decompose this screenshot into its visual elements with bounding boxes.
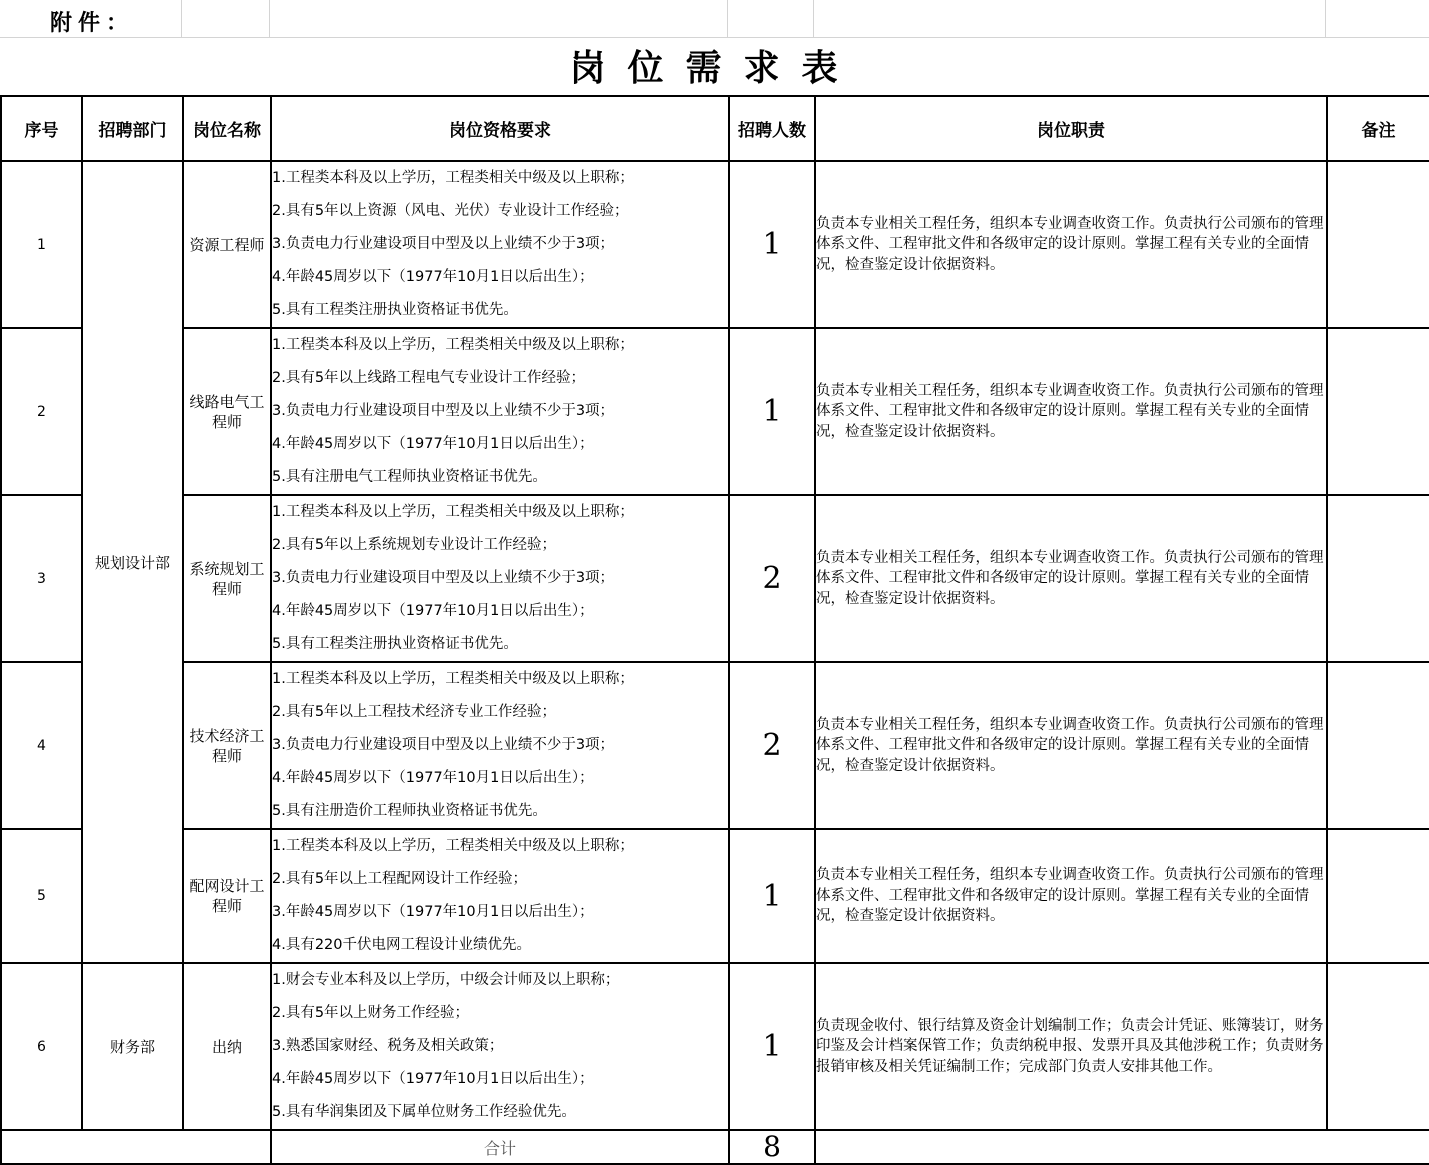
remarks-cell <box>1327 963 1429 1130</box>
requirement-line: 3.负责电力行业建设项目中型及以上业绩不少于3项； <box>272 737 615 753</box>
total-label: 合计 <box>271 1130 729 1164</box>
requirement-line: 4.年龄45周岁以下（1977年10月1日以后出生）； <box>272 269 594 285</box>
grid-line <box>813 0 814 38</box>
requirement-line: 5.具有注册电气工程师执业资格证书优先。 <box>272 469 547 485</box>
total-empty-cell <box>1 1130 271 1164</box>
position-cell: 系统规划工程师 <box>183 495 271 662</box>
requirements-cell <box>271 963 729 1130</box>
header-remarks: 备注 <box>1327 96 1429 161</box>
seq-cell: 4 <box>1 662 82 829</box>
duties-cell: 负责本专业相关工程任务，组织本专业调查收资工作。负责执行公司颁布的管理体系文件、工程审批文件和各级审定的设计原则。掌握工程有关专业的全面情况，检查鉴定设计依据资料。 <box>815 829 1327 963</box>
count-cell: 1 <box>729 829 815 963</box>
requirements-cell <box>271 495 729 662</box>
total-count: 8 <box>729 1130 815 1164</box>
duties-cell: 负责本专业相关工程任务，组织本专业调查收资工作。负责执行公司颁布的管理体系文件、工程审批文件和各级审定的设计原则。掌握工程有关专业的全面情况，检查鉴定设计依据资料。 <box>815 161 1327 328</box>
grid-line <box>727 0 728 38</box>
remarks-cell <box>1327 662 1429 829</box>
duties-cell: 负责本专业相关工程任务，组织本专业调查收资工作。负责执行公司颁布的管理体系文件、工程审批文件和各级审定的设计原则。掌握工程有关专业的全面情况，检查鉴定设计依据资料。 <box>815 662 1327 829</box>
table-row <box>1 161 1429 328</box>
grid-line <box>181 0 182 38</box>
header-duties: 岗位职责 <box>815 96 1327 161</box>
requirement-line: 4.年龄45周岁以下（1977年10月1日以后出生）； <box>272 770 594 786</box>
requirement-line: 4.年龄45周岁以下（1977年10月1日以后出生）； <box>272 1071 594 1087</box>
total-row <box>1 1130 1429 1164</box>
remarks-cell <box>1327 161 1429 328</box>
header-requirements: 岗位资格要求 <box>271 96 729 161</box>
position-cell: 技术经济工程师 <box>183 662 271 829</box>
header-seq: 序号 <box>1 96 82 161</box>
header-count: 招聘人数 <box>729 96 815 161</box>
requirement-line: 5.具有工程类注册执业资格证书优先。 <box>272 636 518 652</box>
attachment-label: 附件： <box>50 11 135 36</box>
attachment-row <box>0 0 1429 38</box>
position-cell: 出纳 <box>183 963 271 1130</box>
requirement-line: 2.具有5年以上财务工作经验； <box>272 1005 470 1021</box>
seq-cell: 5 <box>1 829 82 963</box>
duties-cell: 负责现金收付、银行结算及资金计划编制工作；负责会计凭证、账簿装订，财务印鉴及会计档案保管工作；负责纳税申报、发票开具及其他涉税工作；负责财务报销审核及相关凭证编制工作；完成部门负责人安排其他工作。 <box>815 963 1327 1130</box>
count-cell: 1 <box>729 963 815 1130</box>
position-cell: 线路电气工程师 <box>183 328 271 495</box>
header-position: 岗位名称 <box>183 96 271 161</box>
requirement-line: 1.工程类本科及以上学历，工程类相关中级及以上职称； <box>272 504 634 520</box>
seq-cell: 2 <box>1 328 82 495</box>
requirements-cell <box>271 161 729 328</box>
remarks-cell <box>1327 328 1429 495</box>
table-row <box>1 963 1429 1130</box>
requirement-line: 4.年龄45周岁以下（1977年10月1日以后出生）； <box>272 436 594 452</box>
requirements-cell <box>271 662 729 829</box>
seq-cell: 6 <box>1 963 82 1130</box>
requirement-line: 5.具有注册造价工程师执业资格证书优先。 <box>272 803 547 819</box>
requirement-line: 4.具有220千伏电网工程设计业绩优先。 <box>272 937 532 953</box>
requirements-cell <box>271 328 729 495</box>
count-cell: 2 <box>729 662 815 829</box>
requirement-line: 3.负责电力行业建设项目中型及以上业绩不少于3项； <box>272 236 615 252</box>
table-row <box>1 328 1429 495</box>
requirement-line: 1.财会专业本科及以上学历，中级会计师及以上职称； <box>272 972 620 988</box>
remarks-cell <box>1327 495 1429 662</box>
duties-cell: 负责本专业相关工程任务，组织本专业调查收资工作。负责执行公司颁布的管理体系文件、工程审批文件和各级审定的设计原则。掌握工程有关专业的全面情况，检查鉴定设计依据资料。 <box>815 495 1327 662</box>
table-row <box>1 495 1429 662</box>
remarks-cell <box>1327 829 1429 963</box>
header-row <box>1 96 1429 161</box>
requirement-line: 4.年龄45周岁以下（1977年10月1日以后出生）； <box>272 603 594 619</box>
requirement-line: 3.年龄45周岁以下（1977年10月1日以后出生）； <box>272 904 594 920</box>
grid-line <box>269 0 270 38</box>
requirement-line: 2.具有5年以上系统规划专业设计工作经验； <box>272 537 557 553</box>
header-dept: 招聘部门 <box>82 96 183 161</box>
count-cell: 1 <box>729 161 815 328</box>
requirement-line: 3.负责电力行业建设项目中型及以上业绩不少于3项； <box>272 570 615 586</box>
dept-cell-finance: 财务部 <box>82 963 183 1130</box>
requirements-cell <box>271 829 729 963</box>
requirement-line: 3.熟悉国家财经、税务及相关政策； <box>272 1038 504 1054</box>
page-title: 岗位需求表 <box>569 47 860 89</box>
requirement-line: 5.具有工程类注册执业资格证书优先。 <box>272 302 518 318</box>
grid-line <box>1325 0 1326 38</box>
requirement-line: 5.具有华润集团及下属单位财务工作经验优先。 <box>272 1104 576 1120</box>
requirement-line: 1.工程类本科及以上学历，工程类相关中级及以上职称； <box>272 671 634 687</box>
requirement-line: 3.负责电力行业建设项目中型及以上业绩不少于3项； <box>272 403 615 419</box>
position-cell: 资源工程师 <box>183 161 271 328</box>
dept-cell-planning: 规划设计部 <box>82 161 183 963</box>
table-row <box>1 829 1429 963</box>
requirement-line: 1.工程类本科及以上学历，工程类相关中级及以上职称； <box>272 337 634 353</box>
table-row <box>1 662 1429 829</box>
total-empty-cell <box>815 1130 1429 1164</box>
requirement-line: 1.工程类本科及以上学历，工程类相关中级及以上职称； <box>272 170 634 186</box>
requirement-line: 2.具有5年以上工程技术经济专业工作经验； <box>272 704 557 720</box>
count-cell: 2 <box>729 495 815 662</box>
requirement-line: 2.具有5年以上线路工程电气专业设计工作经验； <box>272 370 586 386</box>
position-cell: 配网设计工程师 <box>183 829 271 963</box>
requirement-line: 2.具有5年以上工程配网设计工作经验； <box>272 871 528 887</box>
duties-cell: 负责本专业相关工程任务，组织本专业调查收资工作。负责执行公司颁布的管理体系文件、工程审批文件和各级审定的设计原则。掌握工程有关专业的全面情况，检查鉴定设计依据资料。 <box>815 328 1327 495</box>
requirement-line: 2.具有5年以上资源（风电、光伏）专业设计工作经验； <box>272 203 629 219</box>
position-requirements-table <box>0 95 1429 1165</box>
requirement-line: 1.工程类本科及以上学历，工程类相关中级及以上职称； <box>272 838 634 854</box>
count-cell: 1 <box>729 328 815 495</box>
seq-cell: 3 <box>1 495 82 662</box>
seq-cell: 1 <box>1 161 82 328</box>
